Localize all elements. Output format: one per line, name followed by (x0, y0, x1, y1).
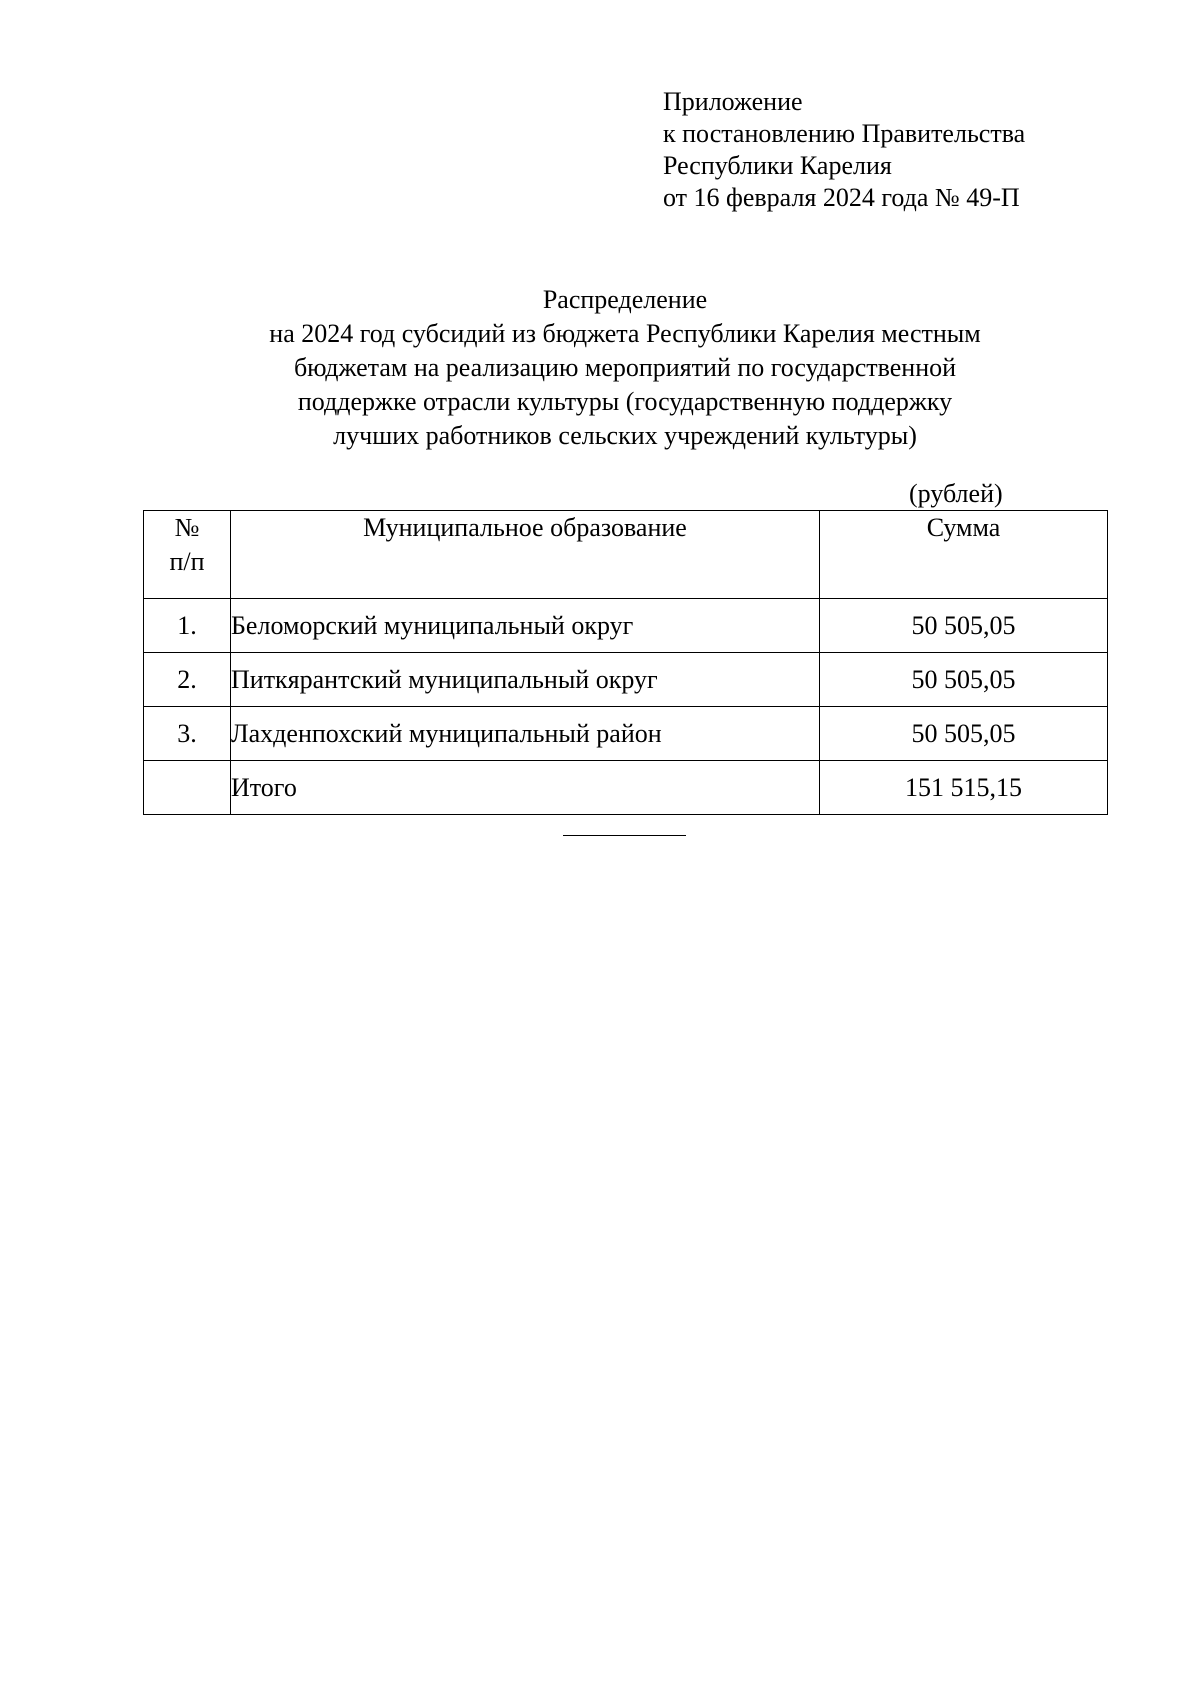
title-line: на 2024 год субсидий из бюджета Республики Карелия местным (269, 319, 981, 348)
row-number: 2. (144, 653, 231, 707)
header-number-line1: № (174, 513, 200, 542)
appendix-line: Республики Карелия (663, 151, 892, 180)
row-sum: 50 505,05 (820, 653, 1108, 707)
total-label: Итого (231, 761, 820, 815)
table-total-row (144, 761, 1108, 815)
row-municipality: Лахденпохский муниципальный район (231, 707, 820, 761)
distribution-table (143, 510, 1108, 815)
row-sum: 50 505,05 (820, 707, 1108, 761)
total-sum: 151 515,15 (820, 761, 1108, 815)
end-divider (563, 835, 686, 836)
appendix-header (663, 86, 1025, 214)
row-municipality: Питкярантский муниципальный округ (231, 653, 820, 707)
appendix-line: Приложение (663, 87, 803, 116)
document-title (130, 283, 1120, 453)
table-header-row (144, 511, 1108, 599)
appendix-line: к постановлению Правительства (663, 119, 1026, 148)
row-number: 1. (144, 599, 231, 653)
title-line: Распределение (542, 285, 708, 314)
header-number (144, 511, 231, 599)
title-line: бюджетам на реализацию мероприятий по государственной (293, 353, 957, 382)
table-row (144, 653, 1108, 707)
title-line: поддержке отрасли культуры (государственную поддержку (297, 387, 953, 416)
appendix-line: от 16 февраля 2024 года № 49-П (663, 183, 1020, 212)
units-label: (рублей) (909, 479, 1003, 508)
title-line: лучших работников сельских учреждений культуры) (333, 421, 917, 450)
row-municipality: Беломорский муниципальный округ (231, 599, 820, 653)
table-row (144, 707, 1108, 761)
header-sum: Сумма (820, 511, 1108, 599)
header-number-line2: п/п (169, 547, 205, 576)
total-number (144, 761, 231, 815)
table-row (144, 599, 1108, 653)
header-municipality: Муниципальное образование (231, 511, 820, 599)
row-number: 3. (144, 707, 231, 761)
row-sum: 50 505,05 (820, 599, 1108, 653)
